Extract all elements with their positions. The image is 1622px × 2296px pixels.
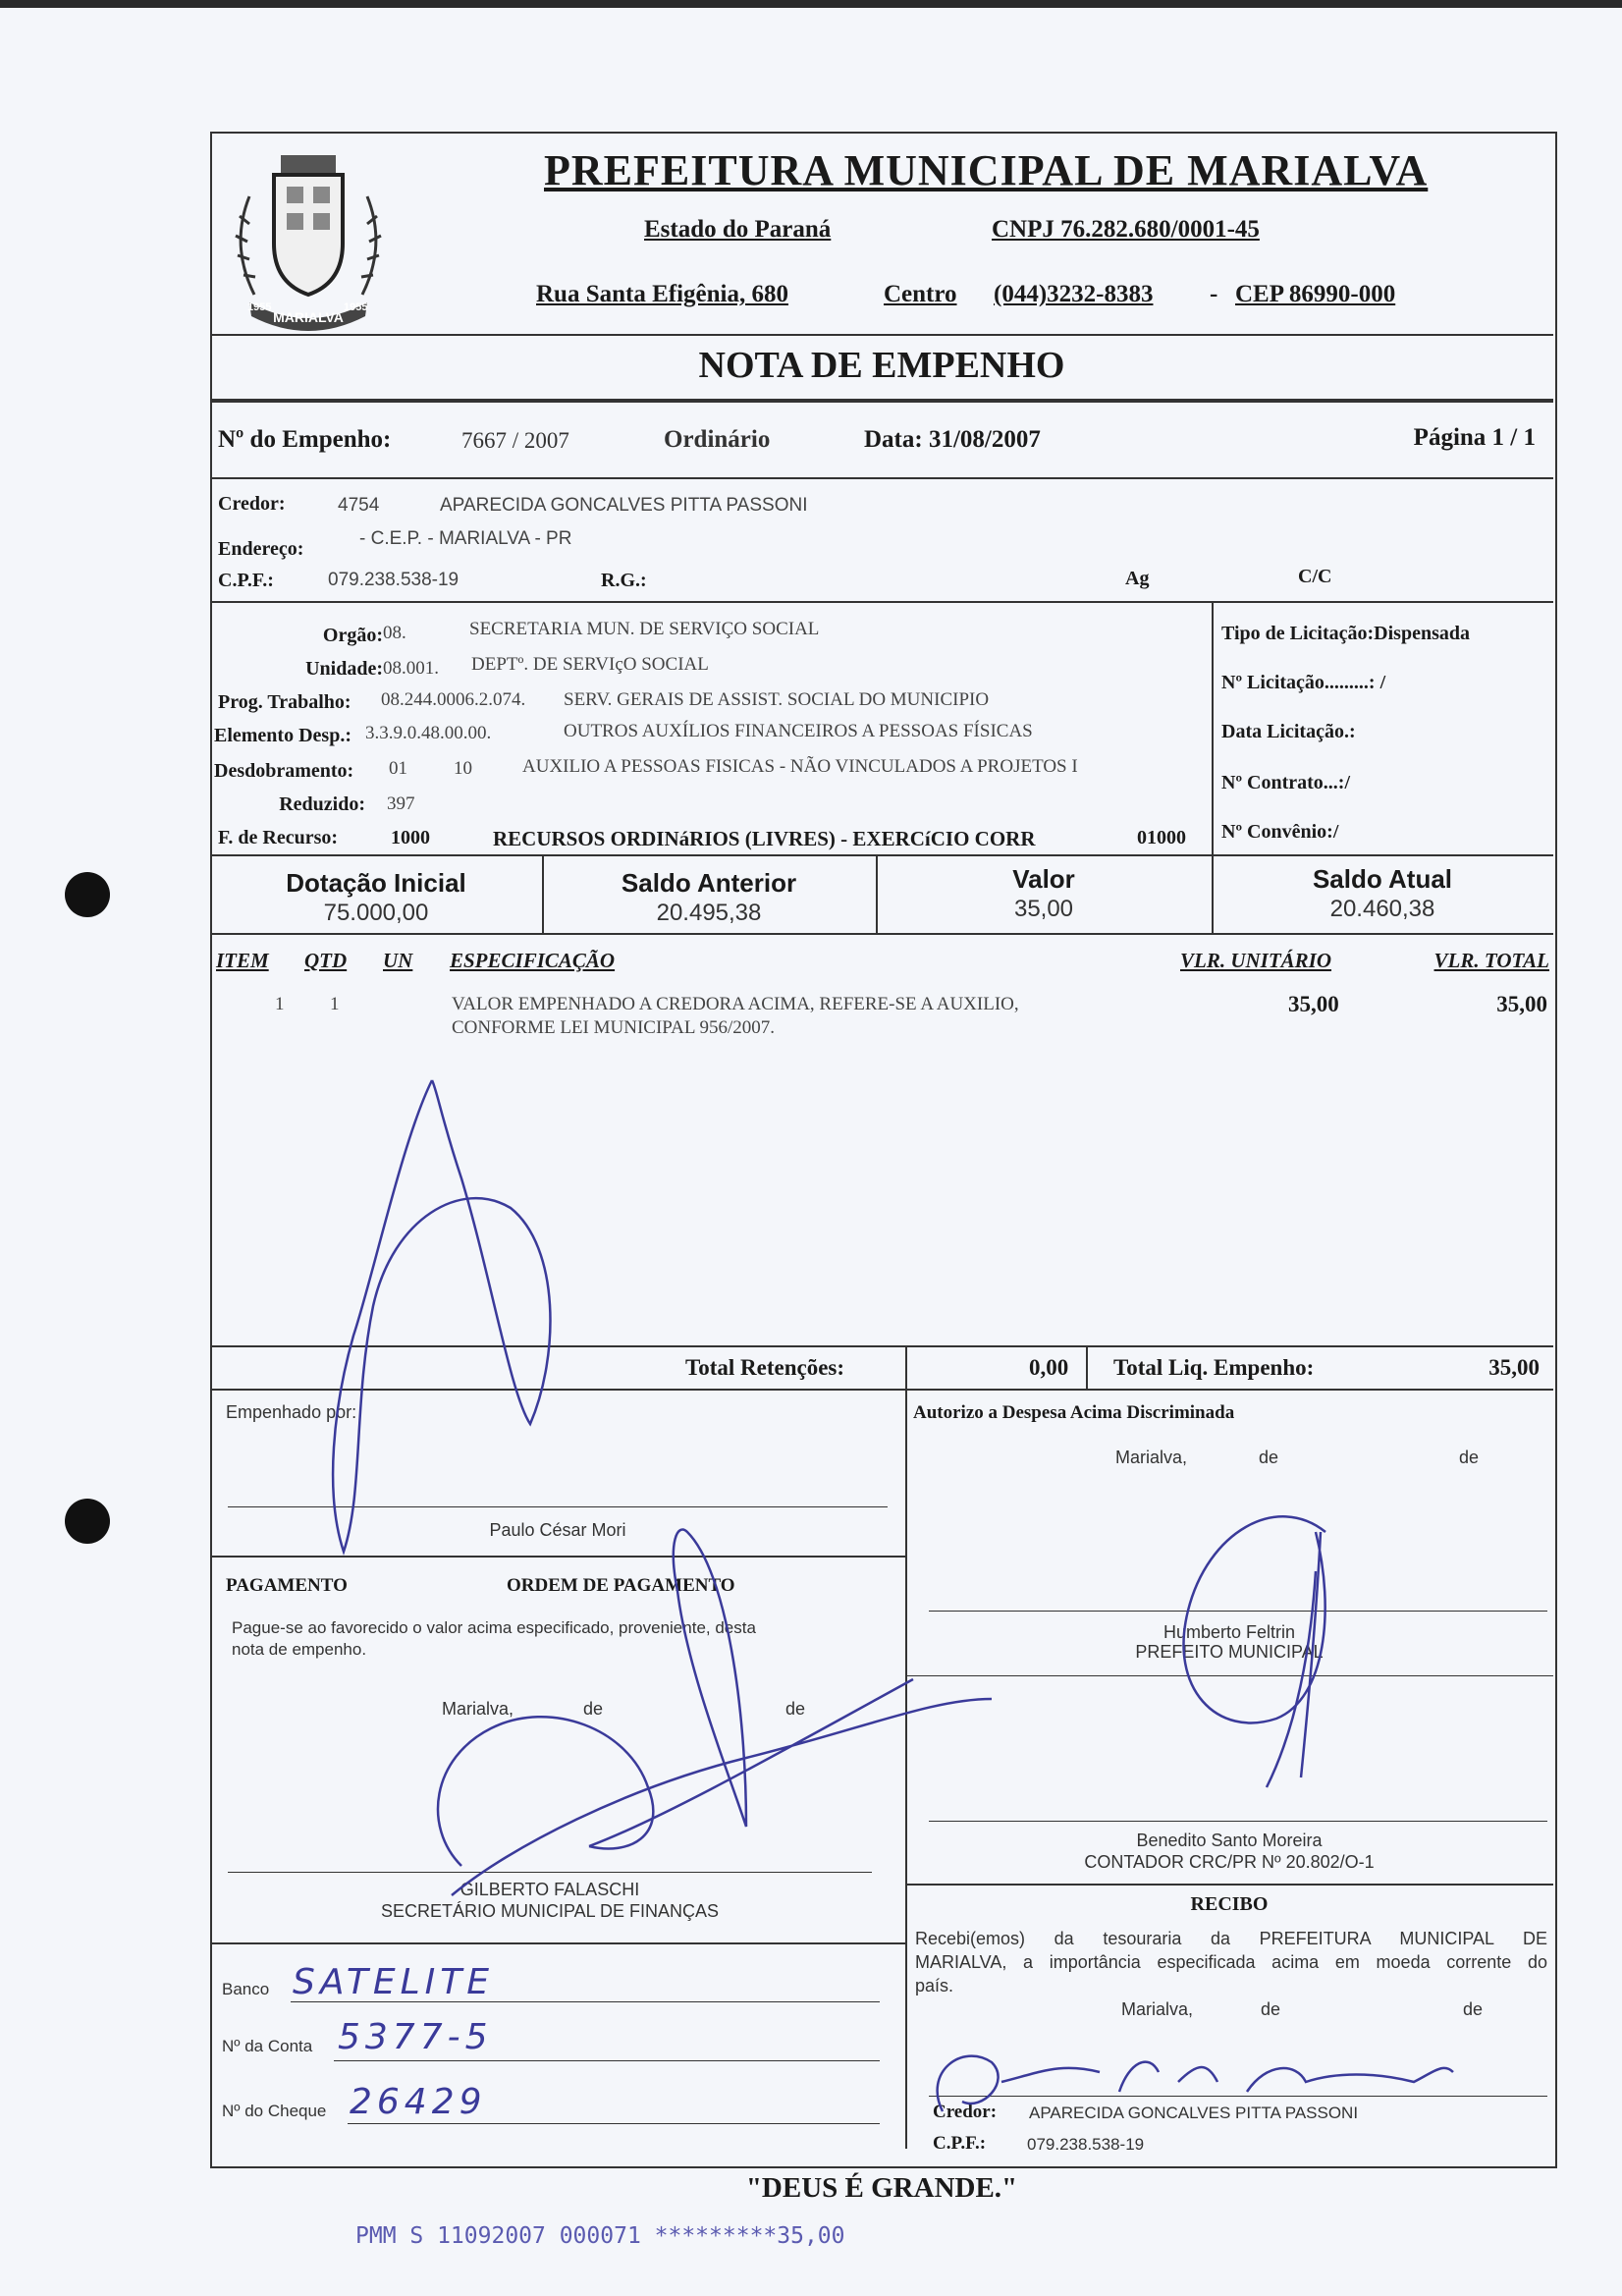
empenhado-por-label: Empenhado por:	[226, 1402, 357, 1422]
secretario-name: GILBERTO FALASCHI	[460, 1880, 640, 1899]
conta-label: Nº da Conta	[222, 2037, 313, 2055]
crest-year-left: 1955	[247, 301, 272, 313]
recibo-cpf-label: C.P.F.:	[933, 2133, 987, 2154]
banco-value: SATELITE	[293, 1962, 495, 2002]
unidade-label: Unidade:	[305, 658, 383, 680]
divider	[210, 854, 1553, 856]
desdobramento-code2: 10	[454, 758, 472, 779]
orgao-code: 08.	[383, 623, 406, 643]
pague-text-line1: Pague-se ao favorecido o valor acima especificado, proveniente, desta	[232, 1618, 756, 1637]
divider	[210, 1345, 1553, 1347]
crest-year-right: 1955	[344, 301, 368, 313]
divider	[905, 1345, 907, 2149]
divider	[210, 334, 1553, 336]
recibo-de2: de	[1463, 1999, 1484, 2019]
numero-licitacao: Nº Licitação.........: /	[1221, 672, 1386, 693]
credor-code: 4754	[338, 495, 380, 516]
desdobramento-code1: 01	[389, 758, 407, 779]
divider	[210, 477, 1553, 479]
address-street: Rua Santa Efigênia, 680	[536, 281, 788, 307]
divider	[210, 601, 1553, 603]
signature-line	[929, 1611, 1547, 1612]
liquido-label: Total Liq. Empenho:	[1113, 1355, 1315, 1380]
prog-trabalho-code: 08.244.0006.2.074.	[381, 689, 526, 710]
separator: -	[1210, 281, 1218, 307]
binder-hole-top	[65, 872, 110, 917]
desdobramento-name: AUXILIO A PESSOAS FISICAS - NÃO VINCULADOS A PROJETOS I	[522, 756, 1078, 777]
item-spec-line2: CONFORME LEI MUNICIPAL 956/2007.	[452, 1017, 776, 1038]
dotacao-label: Dotação Inicial	[286, 868, 466, 898]
col-vlr-unitario: VLR. UNITÁRIO	[1180, 949, 1332, 972]
address-district: Centro	[884, 281, 957, 307]
payment-stamp: PMM S 11092007 000071 *********35,00	[355, 2223, 845, 2249]
conta-value: 5377-5	[338, 2017, 493, 2057]
state-name: Estado do Paraná	[644, 216, 832, 243]
empenho-date: Data: 31/08/2007	[864, 426, 1041, 453]
item-number: 1	[275, 994, 285, 1014]
endereco-label: Endereço:	[218, 538, 304, 560]
item-qtd: 1	[330, 994, 340, 1014]
municipality-title: PREFEITURA MUNICIPAL DE MARIALVA	[544, 146, 1429, 194]
tipo-licitacao: Tipo de Licitação:Dispensada	[1221, 623, 1470, 644]
recibo-de1: de	[1261, 1999, 1281, 2019]
empenho-number: 7667 / 2007	[461, 428, 569, 453]
signature-line	[929, 1821, 1547, 1822]
numero-contrato: Nº Contrato...:/	[1221, 772, 1351, 793]
unidade-code: 08.001.	[383, 658, 439, 679]
contador-name: Benedito Santo Moreira	[1136, 1831, 1323, 1850]
pagamento-city: Marialva,	[442, 1699, 514, 1719]
saldo-anterior-label: Saldo Anterior	[621, 868, 797, 898]
recurso-code2: 01000	[1137, 827, 1186, 848]
contador-title: CONTADOR CRC/PR Nº 20.802/O-1	[1084, 1852, 1375, 1872]
saldo-atual-value: 20.460,38	[1329, 896, 1435, 922]
item-unit-value: 35,00	[1288, 992, 1339, 1016]
elemento-name: OUTROS AUXÍLIOS FINANCEIROS A PESSOAS FÍSICAS	[564, 721, 1033, 741]
document-title: NOTA DE EMPENHO	[698, 345, 1065, 386]
col-un: UN	[383, 949, 413, 972]
phone: (044)3232-8383	[994, 281, 1154, 307]
pagamento-label: PAGAMENTO	[226, 1575, 348, 1596]
divider	[1212, 601, 1214, 854]
saldo-atual-label: Saldo Atual	[1312, 864, 1453, 894]
divider	[210, 1556, 905, 1558]
scan-top-border	[0, 0, 1622, 8]
valor-label: Valor	[1012, 864, 1075, 894]
underline	[291, 2001, 880, 2002]
divider	[905, 1675, 1553, 1676]
empenho-number-label: Nº do Empenho:	[218, 426, 392, 453]
rg-label: R.G.:	[601, 570, 647, 591]
ordem-pagamento-label: ORDEM DE PAGAMENTO	[507, 1575, 735, 1596]
divider	[1086, 1345, 1088, 1389]
dotacao-value: 75.000,00	[323, 900, 429, 926]
cpf-label: C.P.F.:	[218, 570, 274, 591]
col-qtd: QTD	[304, 949, 348, 972]
recibo-credor-label: Credor:	[933, 2102, 998, 2122]
divider	[210, 933, 1553, 935]
cnpj: CNPJ 76.282.680/0001-45	[992, 216, 1260, 243]
orgao-name: SECRETARIA MUN. DE SERVIÇO SOCIAL	[469, 619, 820, 639]
autorizo-city: Marialva,	[1115, 1448, 1188, 1467]
recibo-text-line3: país.	[915, 1976, 954, 1995]
signature-line	[228, 1506, 888, 1507]
cheque-label: Nº do Cheque	[222, 2102, 327, 2120]
empenho-type: Ordinário	[664, 426, 771, 453]
credor-cpf: 079.238.538-19	[328, 570, 460, 590]
divider	[210, 399, 1553, 403]
recibo-cpf-value: 079.238.538-19	[1027, 2135, 1145, 2154]
prefeito-name: Humberto Feltrin	[1162, 1622, 1296, 1642]
liquido-value: 35,00	[1488, 1355, 1540, 1380]
pague-text-line2: nota de empenho.	[232, 1640, 367, 1659]
item-spec-line1: VALOR EMPENHADO A CREDORA ACIMA, REFERE-SE A AUXILIO,	[452, 994, 1019, 1014]
recurso-code: 1000	[391, 827, 430, 848]
cc-label: C/C	[1298, 566, 1332, 587]
banco-label: Banco	[222, 1980, 270, 1998]
unidade-name: DEPTº. DE SERVIçO SOCIAL	[471, 654, 709, 675]
item-total-value: 35,00	[1496, 992, 1547, 1016]
autorizo-de1: de	[1259, 1448, 1279, 1467]
retencoes-label: Total Retenções:	[685, 1355, 845, 1380]
divider	[210, 1389, 1553, 1391]
recibo-label: RECIBO	[1190, 1893, 1269, 1915]
prefeito-title: PREFEITO MUNICIPAL	[1135, 1642, 1324, 1662]
pagamento-de2: de	[785, 1699, 806, 1719]
crest-banner-text: MARIALVA	[273, 309, 344, 325]
recibo-text-line1: Recebi(emos) da tesouraria da PREFEITURA MUNICIPAL DE	[915, 1929, 1547, 1948]
signature-line	[929, 2096, 1547, 2097]
desdobramento-label: Desdobramento:	[214, 760, 354, 782]
recurso-name: RECURSOS ORDINáRIOS (LIVRES) - EXERCíCIO CORR	[493, 827, 1036, 850]
divider	[210, 1942, 905, 1944]
underline	[348, 2123, 880, 2124]
municipal-crest-icon	[210, 137, 406, 344]
prog-trabalho-label: Prog. Trabalho:	[218, 691, 351, 713]
data-licitacao: Data Licitação.:	[1221, 721, 1356, 742]
autorizo-label: Autorizo a Despesa Acima Discriminada	[913, 1402, 1235, 1423]
divider	[905, 1884, 1553, 1886]
ag-label: Ag	[1125, 568, 1150, 589]
underline	[334, 2060, 880, 2061]
page-number: Página 1 / 1	[1413, 424, 1536, 451]
reduzido-value: 397	[387, 793, 415, 814]
orgao-label: Orgão:	[322, 625, 383, 646]
elemento-code: 3.3.9.0.48.00.00.	[365, 723, 492, 743]
col-item: ITEM	[216, 949, 269, 972]
reduzido-label: Reduzido:	[279, 793, 365, 815]
pagamento-de1: de	[583, 1699, 604, 1719]
credor-address: - C.E.P. - MARIALVA - PR	[359, 528, 572, 549]
signature-line	[228, 1872, 872, 1873]
valor-value: 35,00	[1013, 896, 1074, 922]
secretario-title: SECRETÁRIO MUNICIPAL DE FINANÇAS	[380, 1901, 720, 1921]
recurso-label: F. de Recurso:	[218, 827, 339, 848]
autorizo-de2: de	[1459, 1448, 1480, 1467]
col-especificacao: ESPECIFICAÇÃO	[450, 949, 616, 972]
retencoes-value: 0,00	[1029, 1355, 1069, 1380]
numero-convenio: Nº Convênio:/	[1221, 821, 1339, 843]
credor-label: Credor:	[218, 493, 286, 515]
elemento-label: Elemento Desp.:	[214, 725, 351, 746]
empenhado-name: Paulo César Mori	[489, 1520, 626, 1540]
cep: CEP 86990-000	[1235, 281, 1396, 307]
recibo-credor-name: APARECIDA GONCALVES PITTA PASSONI	[1029, 2104, 1359, 2122]
recibo-text-line2: MARIALVA, a importância especificada acima em moeda corrente do	[915, 1952, 1547, 1972]
cheque-value: 26429	[350, 2082, 487, 2122]
col-vlr-total: VLR. TOTAL	[1433, 949, 1549, 972]
saldo-anterior-value: 20.495,38	[656, 900, 762, 926]
binder-hole-bottom	[65, 1499, 110, 1544]
credor-name: APARECIDA GONCALVES PITTA PASSONI	[440, 495, 808, 516]
prog-trabalho-name: SERV. GERAIS DE ASSIST. SOCIAL DO MUNICIPIO	[564, 689, 990, 710]
motto: "DEUS É GRANDE."	[745, 2172, 1018, 2204]
recibo-city: Marialva,	[1121, 1999, 1194, 2019]
